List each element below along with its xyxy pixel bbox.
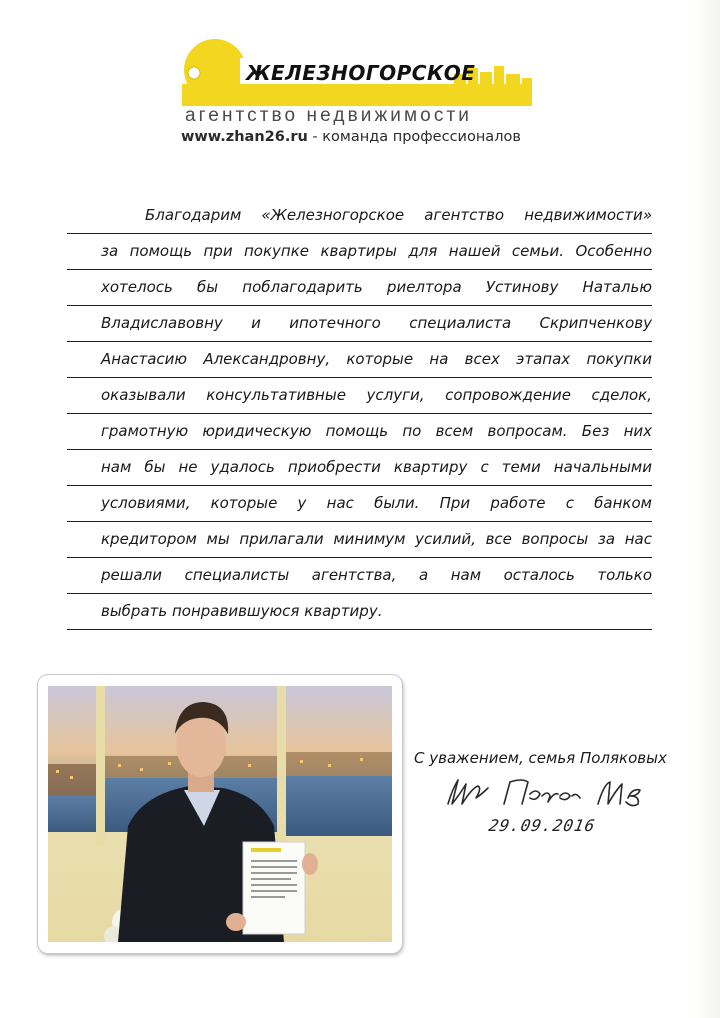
handwritten-signature <box>438 774 658 818</box>
logo-url-line <box>181 129 521 145</box>
letter-body <box>67 198 652 630</box>
logo-title: ЖЕЛЕЗНОГОРСКОЕ <box>246 61 476 85</box>
letter-line: кредитором мы прилагали минимум усилий, все вопросы за нас <box>67 522 652 558</box>
letter-line: оказывали консультативные услуги, сопровождение сделок, <box>67 378 652 414</box>
photo-frame <box>38 675 402 953</box>
agency-tagline: - команда профессионалов <box>307 129 521 145</box>
agency-url[interactable]: www.zhan26.ru <box>181 129 308 145</box>
letter-line: Благодарим «Железногорское агентство недвижимости» <box>67 198 652 234</box>
letter-line: Владиславовну и ипотечного специалиста Скрипченкову <box>67 306 652 342</box>
client-photo <box>48 686 392 942</box>
letter-line: за помощь при покупке квартиры для нашей семьи. Особенно <box>67 234 652 270</box>
letter-line: Анастасию Александровну, которые на всех этапах покупки <box>67 342 652 378</box>
letter-line: хотелось бы поблагодарить риелтора Устинову Наталью <box>67 270 652 306</box>
letter-line: выбрать понравившуюся квартиру. <box>67 594 652 630</box>
logo-subtitle: агентство недвижимости <box>185 105 472 126</box>
signature-date: 29.09.2016 <box>487 816 598 835</box>
page-edge-shadow <box>692 0 720 1018</box>
closing-text: С уважением, семья Поляковых <box>414 749 667 767</box>
letter-line: грамотную юридическую помощь по всем вопросам. Без них <box>67 414 652 450</box>
letter-line: условиями, которые у нас были. При работе с банком <box>67 486 652 522</box>
letter-line: нам бы не удалось приобрести квартиру с теми начальными <box>67 450 652 486</box>
letter-line: решали специалисты агентства, а нам осталось только <box>67 558 652 594</box>
agency-logo <box>178 38 548 150</box>
